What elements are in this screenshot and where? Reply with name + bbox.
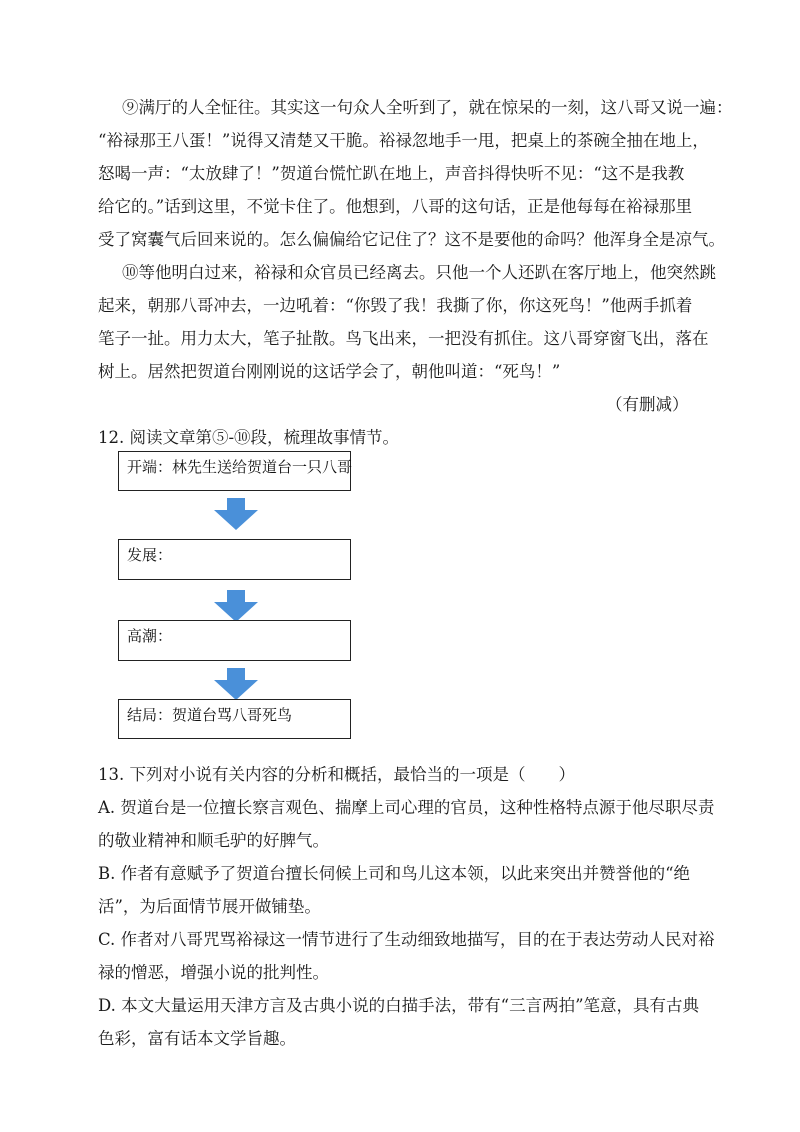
passage-line: 起来，朝那八哥冲去，一边吼着：“你毁了我！我撕了你，你这死鸟！”他两手抓着 bbox=[98, 296, 693, 315]
passage-line: “裕禄那王八蛋！”说得又清楚又干脆。裕禄忽地手一甩，把桌上的茶碗全抽在地上， bbox=[98, 131, 709, 150]
flow-box-label: 高潮： bbox=[127, 627, 173, 645]
passage-line: 给它的。”话到这里，不觉卡住了。他想到，八哥的这句话，正是他每每在裕禄那里 bbox=[98, 197, 693, 216]
passage-line: 笔子一扯。用力太大，笔子扯散。鸟飞出来，一把没有抓住。这八哥穿窗飞出，落在 bbox=[98, 329, 709, 348]
flow-box-label: 结局：贺道台骂八哥死鸟 bbox=[127, 706, 293, 724]
down-arrow-icon bbox=[214, 668, 258, 700]
option-d-line: 色彩，富有话本文学旨趣。 bbox=[98, 1029, 296, 1048]
passage-line: ⑨满厅的人全怔往。其实这一句众人全听到了，就在惊呆的一刻，这八哥又说一遍： bbox=[122, 98, 733, 117]
down-arrow-icon bbox=[214, 590, 258, 622]
down-arrow-icon bbox=[214, 498, 258, 530]
option-a-line: 的敬业精神和顺毛驴的好脾气。 bbox=[98, 831, 329, 850]
flow-box-development[interactable] bbox=[118, 539, 351, 580]
question-12-stem: 12. 阅读文章第⑤-⑩段，梳理故事情节。 bbox=[98, 428, 400, 447]
option-b-line: 活”，为后面情节展开做铺垫。 bbox=[98, 897, 321, 916]
option-b-line: B. 作者有意赋予了贺道台擅长伺候上司和鸟儿这本领，以此来突出并赞誉他的“绝 bbox=[98, 864, 691, 883]
flow-box-beginning bbox=[118, 451, 351, 491]
option-c-line: C. 作者对八哥咒骂裕禄这一情节进行了生动细致地描写，目的在于表达劳动人民对裕 bbox=[98, 930, 715, 949]
passage-line: ⑩等他明白过来，裕禄和众官员已经离去。只他一个人还趴在客厅地上，他突然跳 bbox=[122, 263, 716, 282]
flow-box-label: 发展： bbox=[127, 546, 173, 564]
passage-note: （有删减） bbox=[606, 395, 689, 414]
flow-box-label: 开端：林先生送给贺道台一只八哥 bbox=[127, 458, 353, 476]
passage-line: 树上。居然把贺道台刚刚说的这话学会了，朝他叫道：“死鸟！” bbox=[98, 362, 561, 381]
question-13-stem: 13. 下列对小说有关内容的分析和概括，最恰当的一项是（ ） bbox=[98, 765, 575, 784]
option-a-line: A. 贺道台是一位擅长察言观色、揣摩上司心理的官员，这种性格特点源于他尽职尽责 bbox=[98, 798, 715, 817]
flow-box-climax[interactable] bbox=[118, 620, 351, 661]
passage-line: 受了窝囊气后回来说的。怎么偏偏给它记住了？这不是要他的命吗？他浑身全是凉气。 bbox=[98, 230, 725, 249]
flow-box-ending bbox=[118, 699, 351, 739]
option-d-line: D. 本文大量运用天津方言及古典小说的白描手法，带有“三言两拍”笔意，具有古典 bbox=[98, 996, 700, 1015]
passage-line: 怒喝一声：“太放肆了！”贺道台慌忙趴在地上，声音抖得快听不见：“这不是我教 bbox=[98, 164, 685, 183]
option-c-line: 禄的憎恶，增强小说的批判性。 bbox=[98, 963, 329, 982]
